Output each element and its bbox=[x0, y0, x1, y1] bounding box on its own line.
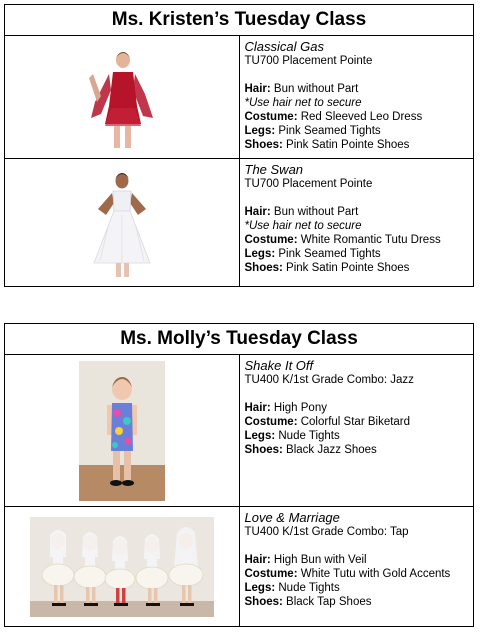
class-code: TU700 Placement Pointe bbox=[244, 178, 373, 190]
routine-name: The Swan bbox=[244, 162, 304, 177]
class-code: TU400 K/1st Grade Combo: Jazz bbox=[244, 374, 414, 386]
hair-line: Hair: Bun without Part bbox=[244, 206, 359, 218]
class-code: TU700 Placement Pointe bbox=[244, 55, 373, 67]
costume-line: Costume: White Tutu with Gold Accents bbox=[244, 568, 451, 580]
hair-line: Hair: Bun without Part bbox=[244, 83, 359, 95]
costume-photo-cell bbox=[5, 159, 240, 287]
routine-details bbox=[239, 507, 474, 627]
dancers-tap-photo bbox=[30, 517, 214, 617]
costume-photo-cell bbox=[5, 507, 240, 627]
dancer-red-photo bbox=[83, 44, 161, 150]
legs-line: Legs: Pink Seamed Tights bbox=[244, 248, 381, 260]
class-title: Ms. Kristen’s Tuesday Class bbox=[5, 5, 474, 36]
dancer-swan-photo bbox=[86, 167, 158, 279]
legs-line: Legs: Nude Tights bbox=[244, 582, 340, 594]
routine-name: Shake It Off bbox=[244, 358, 314, 373]
legs-line: Legs: Nude Tights bbox=[244, 430, 340, 442]
class-code: TU400 K/1st Grade Combo: Tap bbox=[244, 526, 409, 538]
routine-name: Love & Marriage bbox=[244, 510, 340, 525]
hair-note: *Use hair net to secure bbox=[244, 220, 362, 232]
routine-details bbox=[239, 159, 474, 287]
shoes-line: Shoes: Pink Satin Pointe Shoes bbox=[244, 139, 410, 151]
costume-photo-cell bbox=[5, 36, 240, 159]
routine-name: Classical Gas bbox=[244, 39, 324, 54]
hair-note: *Use hair net to secure bbox=[244, 97, 362, 109]
shoes-line: Shoes: Pink Satin Pointe Shoes bbox=[244, 262, 410, 274]
molly-class-table bbox=[4, 323, 474, 627]
costume-line: Costume: White Romantic Tutu Dress bbox=[244, 234, 441, 246]
hair-line: Hair: High Bun with Veil bbox=[244, 554, 367, 566]
costume-line: Costume: Red Sleeved Leo Dress bbox=[244, 111, 423, 123]
routine-details bbox=[239, 36, 474, 159]
costume-photo-cell bbox=[5, 355, 240, 507]
hair-line: Hair: High Pony bbox=[244, 402, 327, 414]
routine-details bbox=[239, 355, 474, 507]
shoes-line: Shoes: Black Tap Shoes bbox=[244, 596, 372, 608]
legs-line: Legs: Pink Seamed Tights bbox=[244, 125, 381, 137]
shoes-line: Shoes: Black Jazz Shoes bbox=[244, 444, 377, 456]
dancer-jazz-photo bbox=[79, 361, 165, 501]
costume-line: Costume: Colorful Star Biketard bbox=[244, 416, 411, 428]
kristen-class-table bbox=[4, 4, 474, 287]
class-title: Ms. Molly’s Tuesday Class bbox=[5, 324, 474, 355]
